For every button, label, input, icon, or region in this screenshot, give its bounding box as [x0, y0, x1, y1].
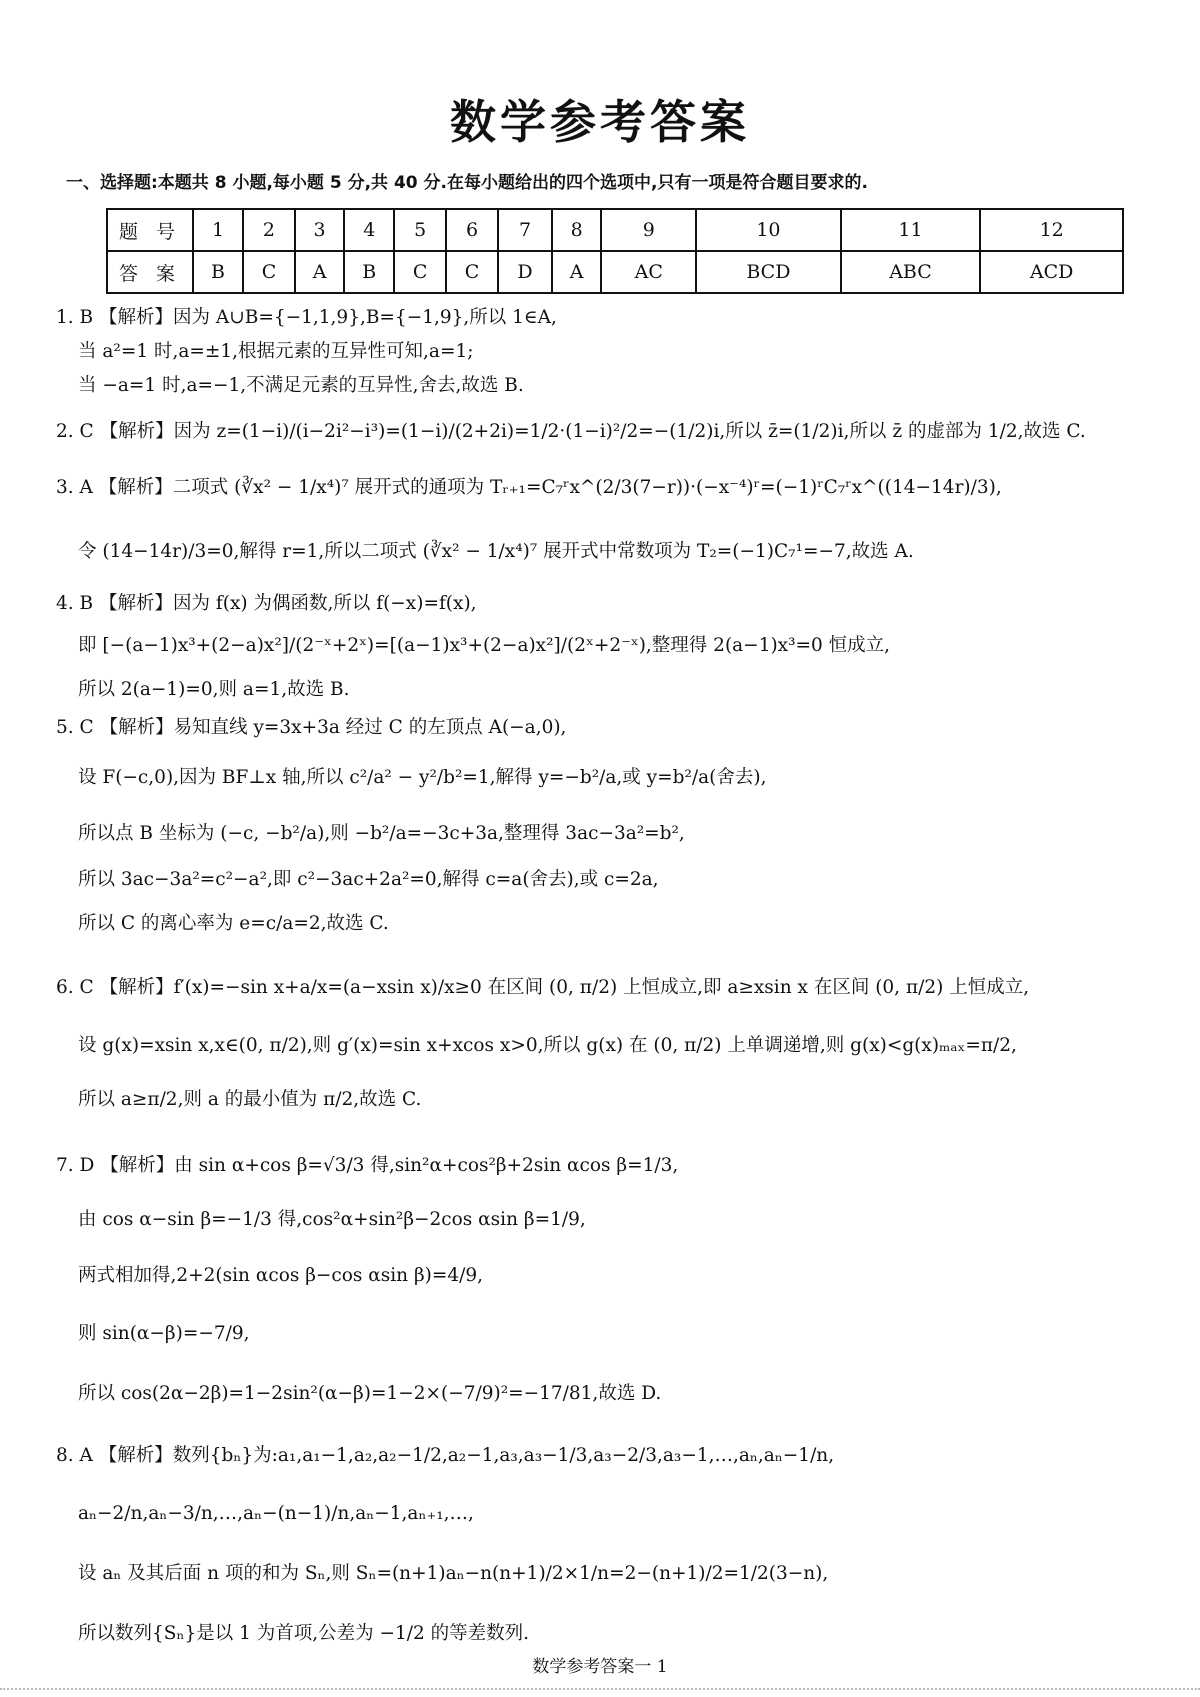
question-number: 11 [841, 209, 981, 251]
solution-line: 当 a²=1 时,a=±1,根据元素的互异性可知,a=1; [78, 341, 474, 362]
solution-line: 当 −a=1 时,a=−1,不满足元素的互异性,舍去,故选 B. [78, 375, 524, 396]
answer-table [106, 208, 1124, 294]
solution-line: 设 g(x)=xsin x,x∈(0, π/2),则 g′(x)=sin x+xcos x>0,所以 g(x) 在 (0, π/2) 上单调递增,则 g(x)<g(x)ₘₐₓ=π/2, [78, 1035, 1017, 1056]
question-number: 10 [696, 209, 840, 251]
solution-line: 所以数列{Sₙ}是以 1 为首项,公差为 −1/2 的等差数列. [78, 1623, 530, 1644]
answer-cell: ACD [980, 251, 1123, 293]
question-number: 1 [193, 209, 243, 251]
question-number: 8 [552, 209, 601, 251]
row-label: 题 号 [107, 209, 193, 251]
row-label: 答 案 [107, 251, 193, 293]
solution-line: 设 F(−c,0),因为 BF⊥x 轴,所以 c²/a² − y²/b²=1,解得 y=−b²/a,或 y=b²/a(舍去), [78, 767, 767, 788]
answer-cell: D [498, 251, 552, 293]
table-row [107, 209, 1123, 251]
answer-cell: AC [601, 251, 696, 293]
question-number: 5 [394, 209, 446, 251]
solution-line: 由 cos α−sin β=−1/3 得,cos²α+sin²β−2cos αsin β=1/9, [78, 1209, 586, 1230]
question-number: 6 [446, 209, 498, 251]
answer-cell: A [552, 251, 601, 293]
solution-line: 所以 cos(2α−2β)=1−2sin²(α−β)=1−2×(−7/9)²=−17/81,故选 D. [78, 1383, 662, 1404]
solution-line: 两式相加得,2+2(sin αcos β−cos αsin β)=4/9, [78, 1265, 484, 1286]
page-footer: 数学参考答案一 1 [532, 1657, 668, 1677]
section-heading: 一、选择题:本题共 8 小题,每小题 5 分,共 40 分.在每小题给出的四个选项中,只有一项是符合题目要求的. [66, 173, 868, 193]
solution-line-q5: 5. C 【解析】易知直线 y=3x+3a 经过 C 的左顶点 A(−a,0), [56, 717, 567, 738]
question-number: 9 [601, 209, 696, 251]
solution-line-q6: 6. C 【解析】f′(x)=−sin x+a/x=(a−xsin x)/x≥0 在区间 (0, π/2) 上恒成立,即 a≥xsin x 在区间 (0, π/2) 上恒成立, [56, 977, 1030, 998]
solution-line: 所以 a≥π/2,则 a 的最小值为 π/2,故选 C. [78, 1089, 422, 1110]
solution-line-q2: 2. C 【解析】因为 z=(1−i)/(i−2i²−i³)=(1−i)/(2+2i)=1/2·(1−i)²/2=−(1/2)i,所以 z̄=(1/2)i,所以 z̄ 的虚部为 1/2,故选 C. [56, 421, 1086, 442]
solution-line: 令 (14−14r)/3=0,解得 r=1,所以二项式 (∛x² − 1/x⁴)⁷ 展开式中常数项为 T₂=(−1)C₇¹=−7,故选 A. [78, 541, 914, 562]
question-number: 7 [498, 209, 552, 251]
question-number: 3 [295, 209, 344, 251]
solution-line: 即 [−(a−1)x³+(2−a)x²]/(2⁻ˣ+2ˣ)=[(a−1)x³+(2−a)x²]/(2ˣ+2⁻ˣ),整理得 2(a−1)x³=0 恒成立, [78, 635, 891, 656]
bottom-dotted-rule [0, 1688, 1200, 1690]
answer-cell: ABC [841, 251, 981, 293]
solution-line-q8: 8. A 【解析】数列{bₙ}为:a₁,a₁−1,a₂,a₂−1/2,a₂−1,a₃,a₃−1/3,a₃−2/3,a₃−1,…,aₙ,aₙ−1/n, [56, 1445, 835, 1466]
page-title: 数学参考答案 [450, 95, 750, 149]
solution-line-q3: 3. A 【解析】二项式 (∛x² − 1/x⁴)⁷ 展开式的通项为 Tᵣ₊₁=C₇ʳx^(2/3(7−r))·(−x⁻⁴)ʳ=(−1)ʳC₇ʳx^((14−14r)/3), [56, 477, 1002, 498]
solution-line: 所以 3ac−3a²=c²−a²,即 c²−3ac+2a²=0,解得 c=a(舍去),或 c=2a, [78, 869, 659, 890]
solution-line: 则 sin(α−β)=−7/9, [78, 1323, 250, 1344]
answer-cell: B [344, 251, 394, 293]
solution-line-q4: 4. B 【解析】因为 f(x) 为偶函数,所以 f(−x)=f(x), [56, 593, 477, 614]
question-number: 2 [243, 209, 295, 251]
solution-line-q7: 7. D 【解析】由 sin α+cos β=√3/3 得,sin²α+cos²β+2sin αcos β=1/3, [56, 1155, 679, 1176]
answer-cell: B [193, 251, 243, 293]
answer-cell: C [394, 251, 446, 293]
solution-line-q1: 1. B 【解析】因为 A∪B={−1,1,9},B={−1,9},所以 1∈A, [56, 307, 557, 328]
question-number: 12 [980, 209, 1123, 251]
answer-cell: A [295, 251, 344, 293]
solution-line: 所以 2(a−1)=0,则 a=1,故选 B. [78, 679, 350, 700]
solution-line: 所以 C 的离心率为 e=c/a=2,故选 C. [78, 913, 389, 934]
question-number: 4 [344, 209, 394, 251]
solution-line: aₙ−2/n,aₙ−3/n,…,aₙ−(n−1)/n,aₙ−1,aₙ₊₁,…, [78, 1503, 474, 1524]
solution-line: 设 aₙ 及其后面 n 项的和为 Sₙ,则 Sₙ=(n+1)aₙ−n(n+1)/2×1/n=2−(n+1)/2=1/2(3−n), [78, 1563, 829, 1584]
answer-cell: C [446, 251, 498, 293]
answer-cell: BCD [696, 251, 840, 293]
table-row [107, 251, 1123, 293]
solution-line: 所以点 B 坐标为 (−c, −b²/a),则 −b²/a=−3c+3a,整理得 3ac−3a²=b², [78, 823, 685, 844]
answer-cell: C [243, 251, 295, 293]
